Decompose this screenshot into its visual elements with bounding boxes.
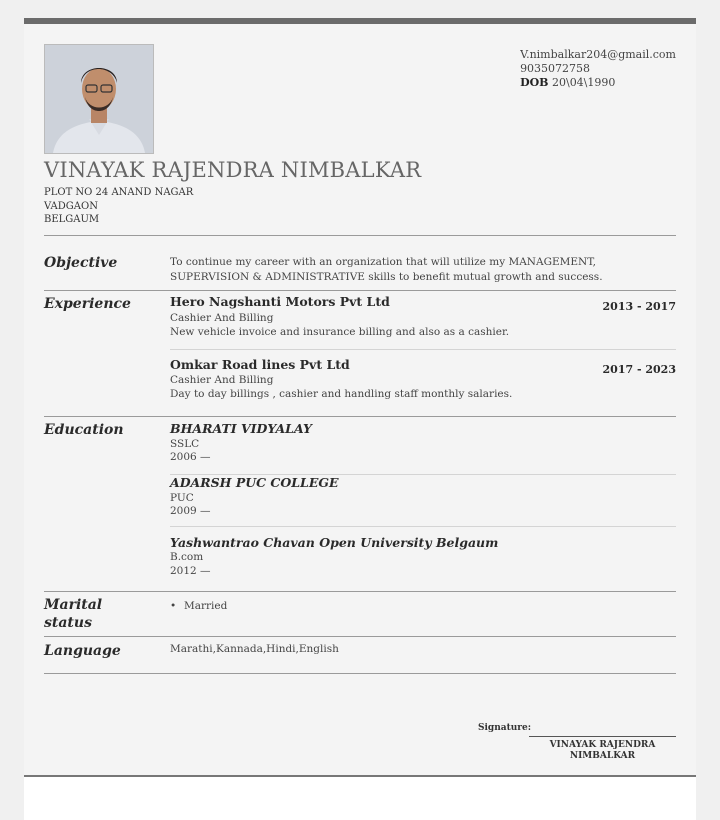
email: V.nimbalkar204@gmail.com [520,48,676,61]
address [44,186,193,227]
divider [44,591,676,592]
signature-label: Signature: [478,723,532,733]
dob-label: DOB [520,76,549,89]
experience-company: Hero Nagshanti Motors Pvt Ltd [170,294,390,309]
marital-heading-line: status [44,615,92,631]
education-degree: PUC [170,492,194,504]
education-year: 2009 — [170,505,211,517]
signature-name-line: NIMBALKAR [569,751,636,761]
experience-company: Omkar Road lines Pvt Ltd [170,357,350,372]
signature-name-line: VINAYAK RAJENDRA [549,740,656,750]
experience-years: 2013 - 2017 [602,300,676,313]
signature-name [529,740,676,762]
address-line: PLOT NO 24 ANAND NAGAR [44,187,194,198]
marital-value: • Married [170,600,228,612]
bullet-icon: • [170,600,177,612]
objective-line: SUPERVISION & ADMINISTRATIVE skills to benefit mutual growth and success. [170,271,603,283]
dob-value: 20\04\1990 [551,76,616,89]
address-line: VADGAON [44,200,98,212]
objective-text [170,255,603,285]
language-value: Marathi,Kannada,Hindi,English [170,643,339,655]
experience-desc: Day to day billings , cashier and handling staff monthly salaries. [170,388,513,400]
experience-desc: New vehicle invoice and insurance billing and also as a cashier. [170,326,510,338]
profile-photo [44,44,154,154]
dob [520,76,676,90]
language-heading: Language [44,643,121,659]
education-year: 2006 — [170,451,211,463]
education-heading: Education [44,422,124,438]
sub-divider [170,349,676,350]
education-school: ADARSH PUC COLLEGE [170,475,339,490]
marital-heading [44,596,102,632]
experience-heading: Experience [44,296,131,312]
contact-block [520,48,676,90]
education-degree: SSLC [170,438,200,450]
education-school: Yashwantrao Chavan Open University Belgaum [170,535,499,550]
address-line: BELGAUM [44,214,100,225]
divider [44,235,676,236]
resume-page [24,18,696,776]
objective-heading: Objective [44,255,118,271]
next-page-area [24,777,696,820]
person-photo-icon [45,45,153,153]
experience-years: 2017 - 2023 [602,363,676,376]
education-year: 2012 — [170,565,211,577]
divider [44,636,676,637]
divider [44,290,676,291]
experience-role: Cashier And Billing [170,312,274,324]
education-degree: B.com [170,551,204,563]
candidate-name: VINAYAK RAJENDRA NIMBALKAR [44,158,422,182]
sub-divider [170,526,676,527]
education-school: BHARATI VIDYALAY [170,421,312,436]
divider [44,673,676,674]
phone: 9035072758 [520,62,591,75]
signature-line [529,736,676,737]
objective-line: To continue my career with an organization that will utilize my MANAGEMENT, [170,256,597,268]
experience-role: Cashier And Billing [170,374,274,386]
divider [44,416,676,417]
marital-heading-line: Marital [44,597,103,613]
